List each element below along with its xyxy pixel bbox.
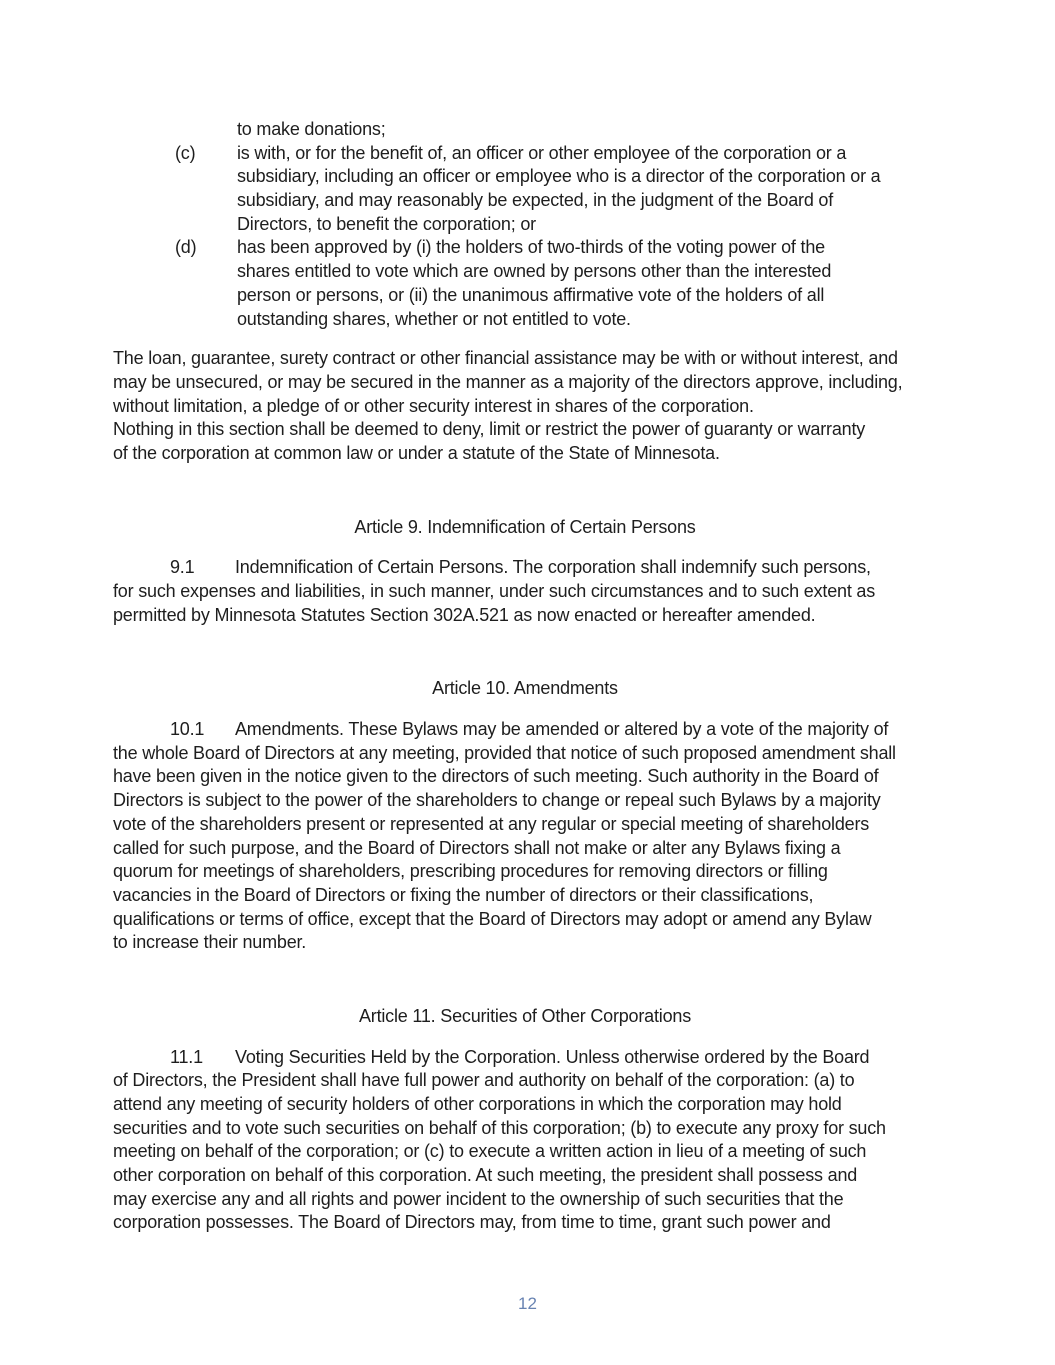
section-heading: Article 10. Amendments xyxy=(432,678,618,699)
page-number: 12 xyxy=(518,1294,537,1313)
text-line: securities and to vote such securities on behalf of this corporation; (b) to execute any proxy for such xyxy=(113,1117,886,1138)
list-item-lines xyxy=(237,118,965,142)
text-line: vacancies in the Board of Directors or fixing the number of directors or their classifications, xyxy=(113,884,814,905)
text-line: vote of the shareholders present or represented at any regular or special meeting of shareholders xyxy=(113,813,870,834)
text-line: Directors, to benefit the corporation; or xyxy=(237,213,536,234)
text-line: person or persons, or (ii) the unanimous affirmative vote of the holders of all xyxy=(237,284,825,305)
text-line: meeting on behalf of the corporation; or (c) to execute a written action in lieu of a meeting of such xyxy=(113,1141,867,1162)
section-heading: Article 9. Indemnification of Certain Persons xyxy=(354,516,696,537)
list-item xyxy=(113,142,965,237)
text-line: may be unsecured, or may be secured in the manner as a majority of the directors approve, including, xyxy=(113,371,903,392)
paragraph xyxy=(113,347,965,465)
paragraph-number: 9.1 xyxy=(170,557,195,578)
text-line: permitted by Minnesota Statutes Section 302A.521 as now enacted or hereafter amended. xyxy=(113,604,816,625)
text-line: qualifications or terms of office, except that the Board of Directors may adopt or amend any Bylaw xyxy=(113,908,872,929)
text-line: is with, or for the benefit of, an officer or other employee of the corporation or a xyxy=(237,142,847,163)
text-line: of the corporation at common law or under a statute of the State of Minnesota. xyxy=(113,442,720,463)
text-line: have been given in the notice given to the directors of such meeting. Such authority in the Board of xyxy=(113,766,879,787)
text-line: Voting Securities Held by the Corporation. Unless otherwise ordered by the Board xyxy=(235,1046,870,1067)
text-line: to increase their number. xyxy=(113,932,307,953)
list-item-marker xyxy=(175,118,237,142)
text-line: the whole Board of Directors at any meeting, provided that notice of such proposed amendment shall xyxy=(113,742,896,763)
text-line: quorum for meetings of shareholders, prescribing procedures for removing directors or filling xyxy=(113,861,828,882)
text-line: for such expenses and liabilities, in such manner, under such circumstances and to such extent as xyxy=(113,581,876,601)
text-line: The loan, guarantee, surety contract or other financial assistance may be with or without interest, and xyxy=(113,348,898,369)
numbered-first-line xyxy=(113,1046,965,1070)
numbered-paragraph xyxy=(113,556,965,627)
text-line: other corporation on behalf of this corporation. At such meeting, the president shall possess and xyxy=(113,1165,858,1186)
numbered-paragraph xyxy=(113,718,965,955)
list-section xyxy=(113,118,965,331)
text-line: subsidiary, including an officer or employee who is a director of the corporation or a xyxy=(237,166,881,187)
text-line: outstanding shares, whether or not entitled to vote. xyxy=(237,308,631,329)
text-line: of Directors, the President shall have full power and authority on behalf of the corporation: (a) to xyxy=(113,1070,855,1091)
text-line: without limitation, a pledge of or other security interest in shares of the corporation. xyxy=(113,395,754,416)
list-item-marker: (d) xyxy=(175,237,197,258)
text-line: subsidiary, and may reasonably be expected, in the judgment of the Board of xyxy=(237,190,834,211)
text-line: called for such purpose, and the Board of Directors shall not make or alter any Bylaws fixing a xyxy=(113,837,841,858)
document-content xyxy=(113,118,965,1235)
text-line: Nothing in this section shall be deemed to deny, limit or restrict the power of guaranty or warranty xyxy=(113,419,866,440)
text-line: corporation possesses. The Board of Directors may, from time to time, grant such power and xyxy=(113,1212,831,1233)
numbered-first-line xyxy=(113,556,965,580)
text-line: Indemnification of Certain Persons. The corporation shall indemnify such persons, xyxy=(235,557,871,578)
text-line: Directors is subject to the power of the shareholders to change or repeal such Bylaws by a majority xyxy=(113,790,881,811)
text-line: Amendments. These Bylaws may be amended or altered by a vote of the majority of xyxy=(235,719,889,740)
paragraph-number: 10.1 xyxy=(170,719,205,740)
list-item-lines xyxy=(237,236,965,331)
text-line: may exercise any and all rights and power incident to the ownership of such securities that the xyxy=(113,1188,844,1209)
list-item xyxy=(113,118,965,142)
text-line: attend any meeting of security holders of other corporations in which the corporation may hold xyxy=(113,1094,842,1114)
text-line: shares entitled to vote which are owned by persons other than the interested xyxy=(237,261,832,282)
text-line: has been approved by (i) the holders of two-thirds of the voting power of the xyxy=(237,237,825,258)
list-item-lines xyxy=(237,142,965,237)
section-heading: Article 11. Securities of Other Corporations xyxy=(358,1005,691,1026)
text-line: to make donations; xyxy=(237,119,386,139)
numbered-paragraph xyxy=(113,1046,965,1236)
list-item xyxy=(113,236,965,331)
paragraph-number: 11.1 xyxy=(170,1046,203,1067)
list-item-marker: (c) xyxy=(175,142,196,163)
numbered-first-line xyxy=(113,718,965,742)
